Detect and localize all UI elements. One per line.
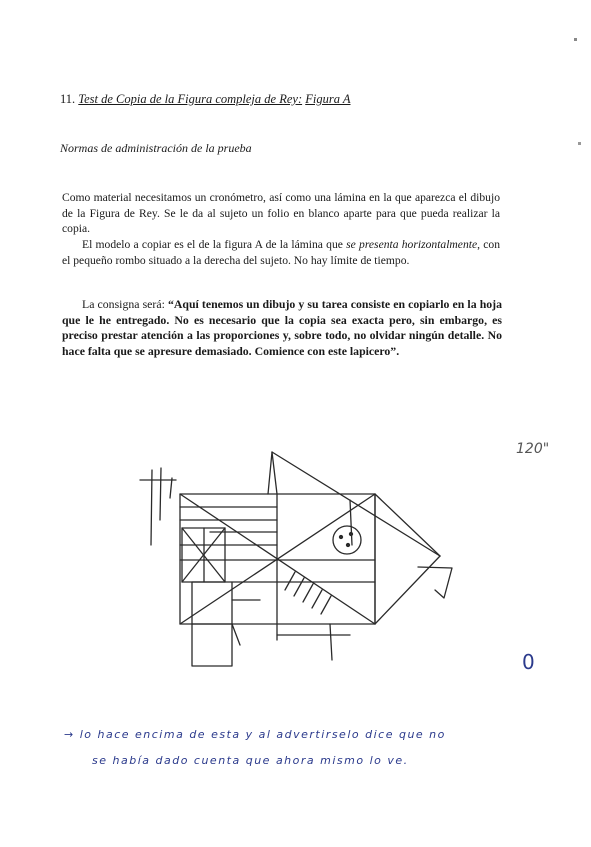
handwritten-note-line-1: → lo hace encima de esta y al advertirselo dice que no — [64, 728, 446, 741]
diamond — [418, 567, 452, 598]
instructions-lead: La consigna será: — [82, 297, 168, 311]
instructions-quote: “Aquí tenemos un dibujo y su tarea consiste en copiarlo en la hoja que le he entregado. No es necesario que la copia sea exacta pero, sin embargo, es preciso prestar atención a las proporciones y, sobre todo, no olvidar ningún detalle. No hace falta que se apresure demasiado. Comience con este lapicero”. — [62, 297, 502, 358]
lower-lines — [232, 582, 375, 660]
left-cross — [140, 468, 176, 545]
handwritten-note-line-2: se había dado cuenta que ahora mismo lo ve. — [92, 754, 409, 767]
paragraph-model-end: , con el pequeño rombo situado a la derecha del sujeto. No hay límite de tiempo. — [62, 238, 500, 267]
left-square — [182, 528, 225, 582]
score-annotation: 0 — [522, 650, 535, 674]
paragraph-model-text: El modelo a copiar es el de la figura A de la lámina que — [82, 238, 347, 251]
time-annotation: 120" — [516, 441, 550, 457]
paragraph-materials: Como material necesitamos un cronómetro, así como una lámina en la que aparezca el dibujo de la Figura de Rey. Se le da al sujeto un folio en blanco aparte para que pueda realizar la copia. — [62, 191, 500, 235]
section-number: 11. — [60, 92, 76, 106]
figure-label: Figura A — [305, 92, 351, 106]
paragraph-model-italic: se presenta horizontalmente — [346, 238, 478, 251]
right-triangle — [350, 494, 440, 624]
subheading: Normas de administración de la prueba — [60, 141, 252, 155]
hatch-lines — [285, 572, 331, 614]
section-title: Test de Copia de la Figura compleja de Rey: — [78, 92, 303, 106]
top-triangle — [268, 452, 440, 556]
circle-with-dots — [333, 526, 361, 554]
